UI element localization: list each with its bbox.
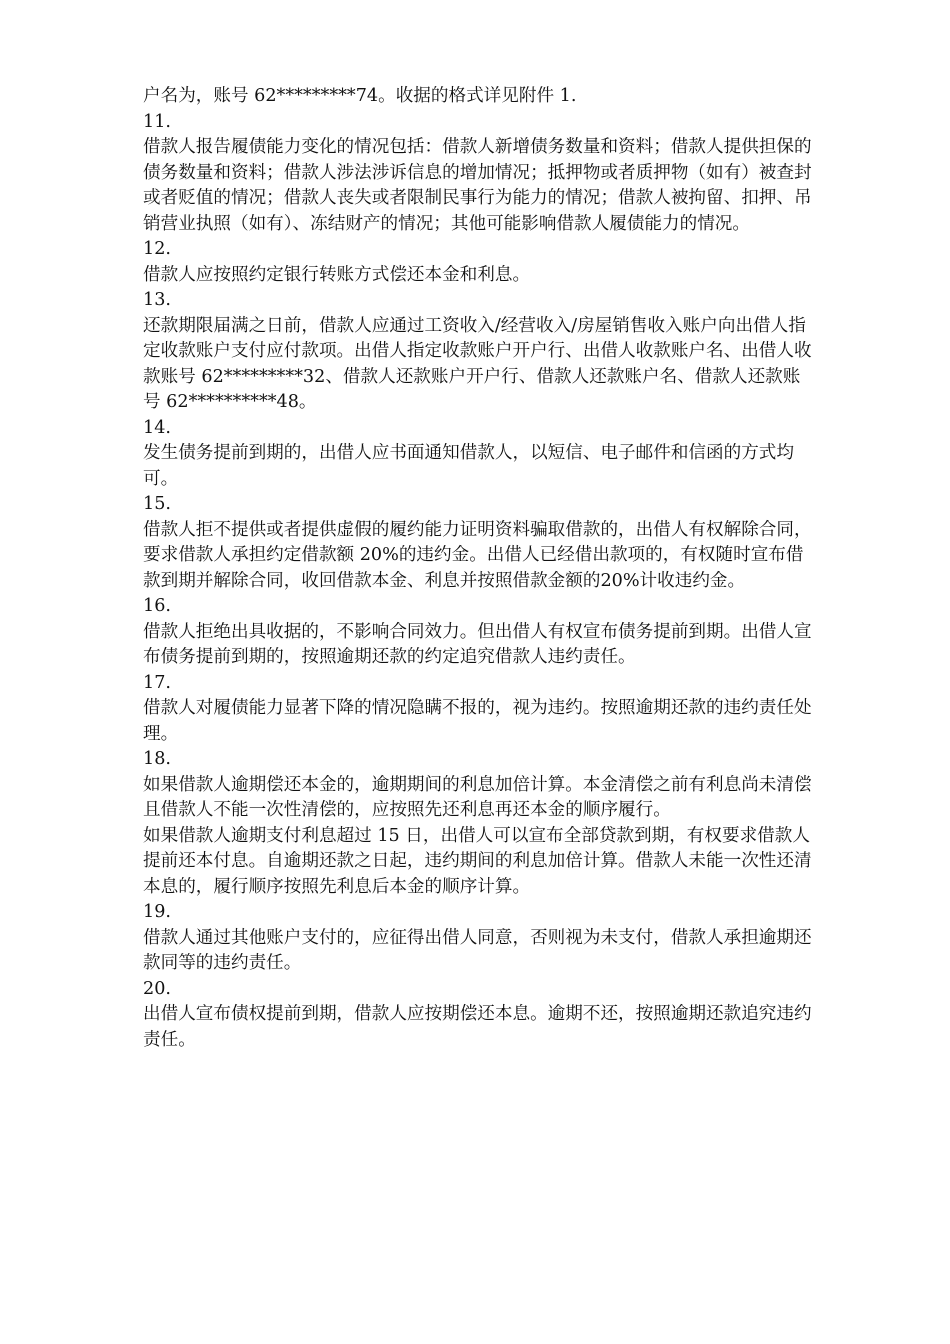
clause-number-20: 20. [143, 978, 171, 999]
clause-text-20: 出借人宣布债权提前到期，借款人应按期偿还本息。逾期不还，按照逾期还款追究违约责任。 [143, 1004, 812, 1050]
clause-text-13: 还款期限届满之日前，借款人应通过工资收入/经营收入/房屋销售收入账户向出借人指定收款账户支付应付款项。出借人指定收款账户开户行、出借人收款账户名、出借人收款账号 62*********32、借款人还款账户开户行、借款人还款账户名、借款人还款账号 62**********48。 [143, 315, 812, 412]
clause-text-12: 借款人应按照约定银行转账方式偿还本金和利息。 [143, 264, 531, 285]
clause-text-15: 借款人拒不提供或者提供虚假的履约能力证明资料骗取借款的，出借人有权解除合同，要求借款人承担约定借款额 20%的违约金。出借人已经借出款项的，有权随时宣布借款到期并解除合同，收回借款本金、利息并按照借款金额的20%计收违约金。 [143, 519, 812, 591]
clause-number-18: 18. [143, 749, 171, 769]
clause-number-11: 11. [143, 111, 171, 132]
clause-number-12: 12. [143, 239, 171, 259]
paragraph-account-info: 户名为，账号 62*********74。收据的格式详见附件 1. [143, 86, 577, 106]
clause-number-17: 17. [143, 672, 171, 693]
document-body [143, 84, 813, 1053]
clause-number-13: 13. [143, 290, 171, 310]
clause-number-16: 16. [143, 596, 171, 616]
clause-text-14: 发生债务提前到期的，出借人应书面通知借款人，以短信、电子邮件和信函的方式均可。 [143, 443, 794, 489]
clause-number-14: 14. [143, 417, 171, 438]
clause-text-17: 借款人对履债能力显著下降的情况隐瞒不报的，视为违约。按照逾期还款的违约责任处理。 [143, 698, 812, 744]
clause-number-15: 15. [143, 494, 171, 514]
clause-text-11: 借款人报告履债能力变化的情况包括：借款人新增债务数量和资料；借款人提供担保的债务数量和资料；借款人涉法涉诉信息的增加情况；抵押物或者质押物（如有）被查封或者贬值的情况；借款人丧失或者限制民事行为能力的情况；借款人被拘留、扣押、吊销营业执照（如有）、冻结财产的情况；其他可能影响借款人履债能力的情况。 [143, 137, 812, 234]
clause-text-18-part2: 如果借款人逾期支付利息超过 15 日，出借人可以宣布全部贷款到期，有权要求借款人提前还本付息。自逾期还款之日起，违约期间的利息加倍计算。借款人未能一次性还清本息的，履行顺序按照先利息后本金的顺序计算。 [143, 825, 812, 897]
clause-text-19: 借款人通过其他账户支付的，应征得出借人同意，否则视为未支付，借款人承担逾期还款同等的违约责任。 [143, 927, 812, 973]
clause-text-18-part1: 如果借款人逾期偿还本金的，逾期期间的利息加倍计算。本金清偿之前有利息尚未清偿且借款人不能一次性清偿的，应按照先还利息再还本金的顺序履行。 [143, 774, 812, 820]
clause-text-16: 借款人拒绝出具收据的，不影响合同效力。但出借人有权宣布债务提前到期。出借人宣布债务提前到期的，按照逾期还款的约定追究借款人违约责任。 [143, 621, 812, 667]
clause-number-19: 19. [143, 902, 171, 922]
